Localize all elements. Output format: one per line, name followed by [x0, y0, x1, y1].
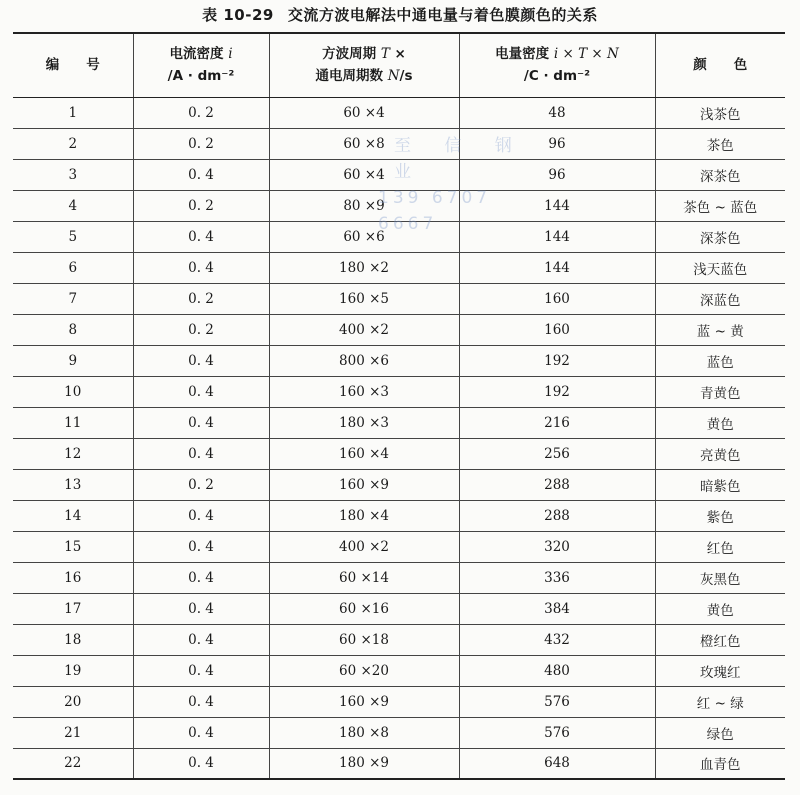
- cell-color: 橙红色: [655, 624, 785, 655]
- cell-charge-density: 320: [459, 531, 655, 562]
- cell-period: 800 ×6: [269, 345, 459, 376]
- cell-current-density: 0. 4: [133, 717, 269, 748]
- cell-charge-density: 144: [459, 190, 655, 221]
- header-number: 编 号: [13, 33, 133, 97]
- cell-color: 红色: [655, 531, 785, 562]
- cell-current-density: 0. 2: [133, 314, 269, 345]
- cell-color: 黄色: [655, 593, 785, 624]
- cell-period: 180 ×4: [269, 500, 459, 531]
- cell-period: 60 ×18: [269, 624, 459, 655]
- table-row: [13, 717, 785, 748]
- cell-charge-density: 48: [459, 97, 655, 128]
- cell-number: 3: [13, 159, 133, 190]
- cell-color: 绿色: [655, 717, 785, 748]
- cell-charge-density: 144: [459, 221, 655, 252]
- cell-period: 180 ×2: [269, 252, 459, 283]
- cell-current-density: 0. 2: [133, 469, 269, 500]
- cell-charge-density: 336: [459, 562, 655, 593]
- cell-period: 80 ×9: [269, 190, 459, 221]
- cell-period: 160 ×4: [269, 438, 459, 469]
- table-row: [13, 531, 785, 562]
- cell-number: 9: [13, 345, 133, 376]
- cell-period: 400 ×2: [269, 531, 459, 562]
- cell-color: 蓝色: [655, 345, 785, 376]
- cell-charge-density: 480: [459, 655, 655, 686]
- cell-period: 160 ×9: [269, 686, 459, 717]
- cell-period: 60 ×16: [269, 593, 459, 624]
- cell-period: 60 ×20: [269, 655, 459, 686]
- cell-current-density: 0. 4: [133, 624, 269, 655]
- cell-charge-density: 192: [459, 376, 655, 407]
- cell-number: 18: [13, 624, 133, 655]
- cell-period: 180 ×3: [269, 407, 459, 438]
- cell-current-density: 0. 4: [133, 748, 269, 779]
- cell-current-density: 0. 4: [133, 376, 269, 407]
- cell-number: 12: [13, 438, 133, 469]
- header-row: [13, 33, 785, 97]
- cell-color: 蓝 ~ 黄: [655, 314, 785, 345]
- cell-color: 浅天蓝色: [655, 252, 785, 283]
- cell-charge-density: 216: [459, 407, 655, 438]
- cell-period: 160 ×3: [269, 376, 459, 407]
- cell-period: 160 ×5: [269, 283, 459, 314]
- cell-color: 茶色 ~ 蓝色: [655, 190, 785, 221]
- cell-period: 400 ×2: [269, 314, 459, 345]
- table-caption: 交流方波电解法中通电量与着色膜颜色的关系: [287, 6, 598, 24]
- header-color: 颜 色: [655, 33, 785, 97]
- cell-color: 亮黄色: [655, 438, 785, 469]
- table-row: [13, 221, 785, 252]
- cell-period: 180 ×9: [269, 748, 459, 779]
- cell-color: 血青色: [655, 748, 785, 779]
- table-row: [13, 190, 785, 221]
- cell-current-density: 0. 4: [133, 655, 269, 686]
- watermark-line1: 至 信 钢 业: [394, 136, 526, 182]
- cell-current-density: 0. 4: [133, 593, 269, 624]
- cell-color: 黄色: [655, 407, 785, 438]
- cell-charge-density: 576: [459, 717, 655, 748]
- cell-number: 5: [13, 221, 133, 252]
- cell-charge-density: 160: [459, 283, 655, 314]
- cell-charge-density: 288: [459, 500, 655, 531]
- table-row: [13, 686, 785, 717]
- cell-current-density: 0. 4: [133, 345, 269, 376]
- cell-period: 160 ×9: [269, 469, 459, 500]
- cell-current-density: 0. 4: [133, 159, 269, 190]
- cell-color: 紫色: [655, 500, 785, 531]
- header-current-density: 电流密度 i /A · dm⁻²: [133, 33, 269, 97]
- cell-color: 暗紫色: [655, 469, 785, 500]
- table-row: [13, 500, 785, 531]
- table-row: [13, 252, 785, 283]
- cell-color: 青黄色: [655, 376, 785, 407]
- cell-current-density: 0. 4: [133, 562, 269, 593]
- cell-number: 7: [13, 283, 133, 314]
- cell-number: 22: [13, 748, 133, 779]
- cell-current-density: 0. 4: [133, 500, 269, 531]
- cell-period: 180 ×8: [269, 717, 459, 748]
- cell-current-density: 0. 2: [133, 190, 269, 221]
- table-row: [13, 624, 785, 655]
- data-table: [13, 32, 785, 780]
- table-body: [13, 97, 785, 779]
- cell-number: 8: [13, 314, 133, 345]
- cell-period: 60 ×14: [269, 562, 459, 593]
- cell-color: 灰黑色: [655, 562, 785, 593]
- table-row: [13, 128, 785, 159]
- cell-charge-density: 144: [459, 252, 655, 283]
- cell-current-density: 0. 2: [133, 283, 269, 314]
- cell-period: 60 ×4: [269, 97, 459, 128]
- cell-charge-density: 160: [459, 314, 655, 345]
- cell-charge-density: 96: [459, 159, 655, 190]
- cell-current-density: 0. 4: [133, 221, 269, 252]
- cell-current-density: 0. 2: [133, 97, 269, 128]
- watermark-line2: 139 6707 6667: [378, 188, 492, 234]
- table-row: [13, 283, 785, 314]
- cell-number: 2: [13, 128, 133, 159]
- cell-charge-density: 192: [459, 345, 655, 376]
- table-number: 表 10-29: [202, 6, 274, 24]
- cell-color: 浅茶色: [655, 97, 785, 128]
- cell-number: 20: [13, 686, 133, 717]
- table-row: [13, 97, 785, 128]
- cell-charge-density: 384: [459, 593, 655, 624]
- cell-color: 深茶色: [655, 159, 785, 190]
- cell-number: 1: [13, 97, 133, 128]
- cell-number: 10: [13, 376, 133, 407]
- cell-period: 60 ×8: [269, 128, 459, 159]
- cell-number: 13: [13, 469, 133, 500]
- cell-number: 4: [13, 190, 133, 221]
- cell-charge-density: 576: [459, 686, 655, 717]
- cell-charge-density: 432: [459, 624, 655, 655]
- cell-color: 茶色: [655, 128, 785, 159]
- cell-color: 深茶色: [655, 221, 785, 252]
- cell-number: 21: [13, 717, 133, 748]
- cell-color: 深蓝色: [655, 283, 785, 314]
- cell-number: 16: [13, 562, 133, 593]
- header-charge-density: 电量密度 i × T × N /C · dm⁻²: [459, 33, 655, 97]
- cell-number: 19: [13, 655, 133, 686]
- table-row: [13, 655, 785, 686]
- cell-period: 60 ×4: [269, 159, 459, 190]
- table-row: [13, 469, 785, 500]
- cell-current-density: 0. 4: [133, 407, 269, 438]
- table-row: [13, 345, 785, 376]
- cell-charge-density: 96: [459, 128, 655, 159]
- table-row: [13, 376, 785, 407]
- table-row: [13, 407, 785, 438]
- cell-number: 15: [13, 531, 133, 562]
- cell-current-density: 0. 2: [133, 128, 269, 159]
- table-row: [13, 562, 785, 593]
- cell-current-density: 0. 4: [133, 686, 269, 717]
- table-row: [13, 159, 785, 190]
- table-row: [13, 593, 785, 624]
- cell-charge-density: 648: [459, 748, 655, 779]
- cell-current-density: 0. 4: [133, 438, 269, 469]
- cell-current-density: 0. 4: [133, 531, 269, 562]
- cell-number: 14: [13, 500, 133, 531]
- header-period: 方波周期 T × 通电周期数 N/s: [269, 33, 459, 97]
- cell-number: 11: [13, 407, 133, 438]
- cell-charge-density: 256: [459, 438, 655, 469]
- cell-charge-density: 288: [459, 469, 655, 500]
- cell-color: 玫瑰红: [655, 655, 785, 686]
- cell-number: 6: [13, 252, 133, 283]
- table-title: [0, 4, 800, 25]
- cell-current-density: 0. 4: [133, 252, 269, 283]
- table-row: [13, 748, 785, 779]
- cell-color: 红 ~ 绿: [655, 686, 785, 717]
- table-row: [13, 438, 785, 469]
- cell-number: 17: [13, 593, 133, 624]
- cell-period: 60 ×6: [269, 221, 459, 252]
- table-row: [13, 314, 785, 345]
